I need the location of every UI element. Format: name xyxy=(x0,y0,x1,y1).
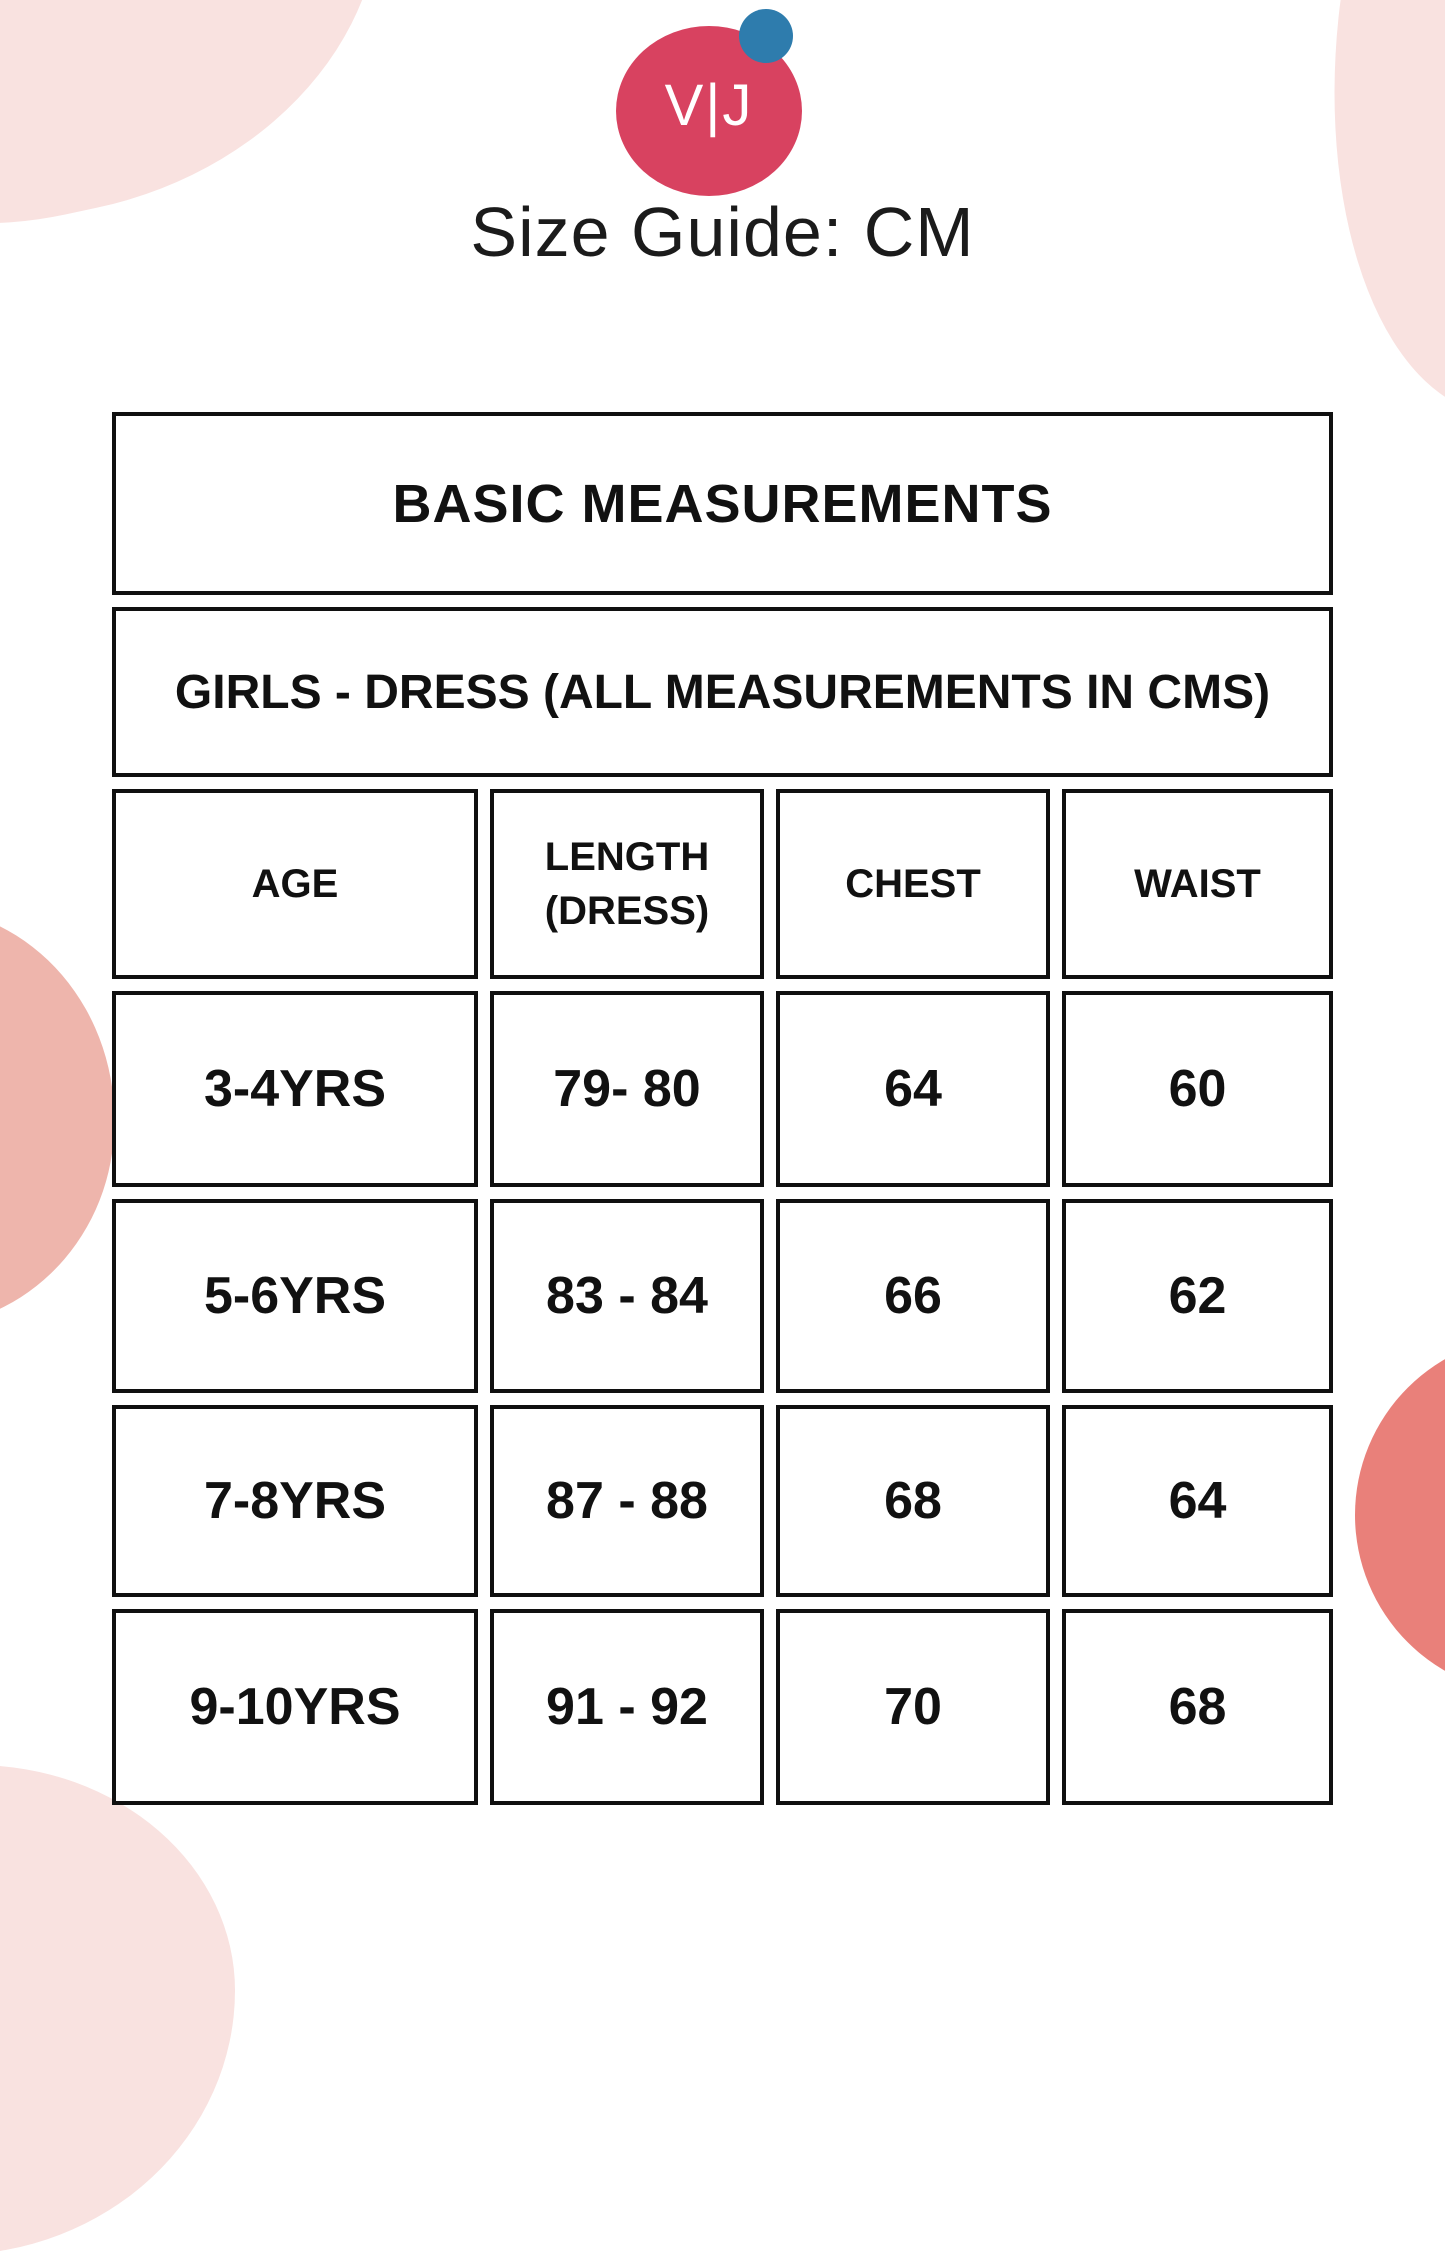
size-cell-chest: 64 xyxy=(776,991,1050,1187)
column-header-waist: WAIST xyxy=(1062,789,1333,979)
size-grid xyxy=(112,789,1333,1805)
size-cell-waist: 68 xyxy=(1062,1609,1333,1805)
size-cell-age: 3-4YRS xyxy=(112,991,478,1187)
logo-dot-icon xyxy=(739,9,793,63)
size-guide-table xyxy=(112,412,1333,1805)
size-cell-chest: 70 xyxy=(776,1609,1050,1805)
size-cell-age: 5-6YRS xyxy=(112,1199,478,1393)
size-cell-length: 87 - 88 xyxy=(490,1405,764,1597)
decor-blob-right xyxy=(1355,1335,1445,1695)
brand-logo xyxy=(616,26,802,196)
column-header-chest: CHEST xyxy=(776,789,1050,979)
table-subtitle: GIRLS - DRESS (ALL MEASUREMENTS IN CMS) xyxy=(112,607,1333,777)
size-cell-chest: 66 xyxy=(776,1199,1050,1393)
table-title: BASIC MEASUREMENTS xyxy=(112,412,1333,595)
decor-blob-bottom-left xyxy=(0,1765,235,2255)
column-header-length: LENGTH (DRESS) xyxy=(490,789,764,979)
size-cell-waist: 62 xyxy=(1062,1199,1333,1393)
size-cell-length: 79- 80 xyxy=(490,991,764,1187)
size-cell-age: 7-8YRS xyxy=(112,1405,478,1597)
page-title: Size Guide: CM xyxy=(470,193,975,271)
size-cell-waist: 60 xyxy=(1062,991,1333,1187)
logo-monogram: V|J xyxy=(664,72,754,138)
size-cell-age: 9-10YRS xyxy=(112,1609,478,1805)
size-cell-length: 83 - 84 xyxy=(490,1199,764,1393)
size-cell-chest: 68 xyxy=(776,1405,1050,1597)
size-cell-waist: 64 xyxy=(1062,1405,1333,1597)
size-cell-length: 91 - 92 xyxy=(490,1609,764,1805)
column-header-age: AGE xyxy=(112,789,478,979)
